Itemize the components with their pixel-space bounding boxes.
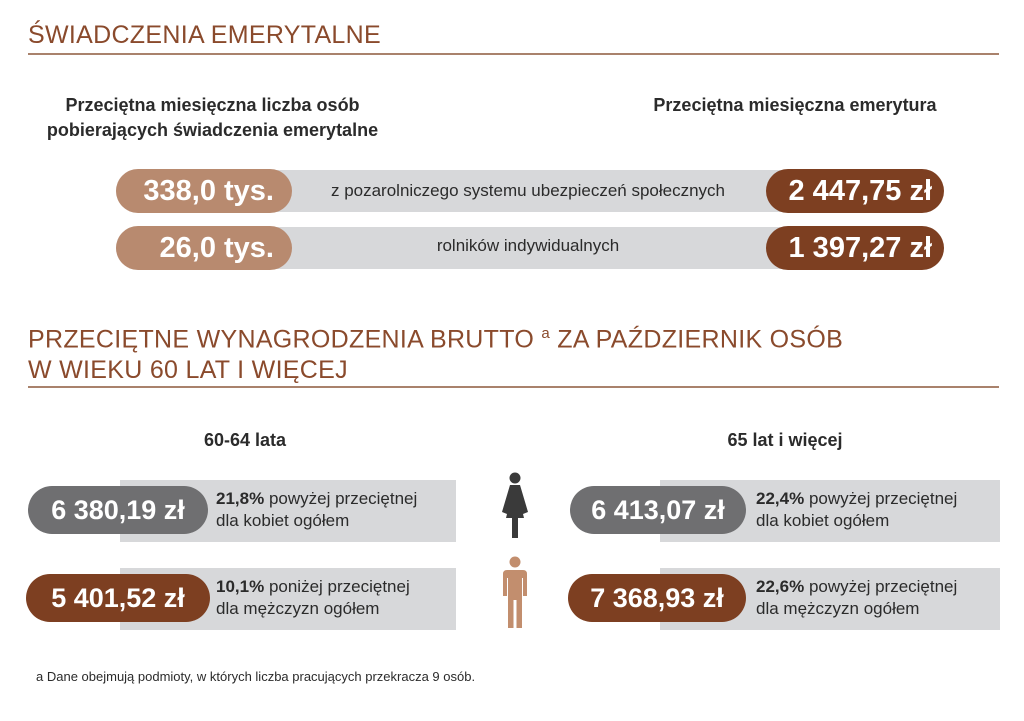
wage-women-65plus-value: 6 413,07 zł [570,486,746,534]
pension-row-farmers-count: 26,0 tys. [116,226,292,270]
pension-row-nonagri-label: z pozarolniczego systemu ubezpieczeń społecznych [330,181,726,200]
pensions-left-header [40,93,385,143]
wage-women-60-64-value: 6 380,19 zł [28,486,208,534]
wage-women-65plus-desc1: powyżej przeciętnej [808,489,958,508]
pension-row-nonagri-count: 338,0 tys. [116,169,292,213]
wage-women-65plus-desc2: dla kobiet ogółem [756,511,890,530]
wages-title-main: PRZECIĘTNE WYNAGRODZENIA BRUTTO [28,325,535,354]
wage-men-60-64-desc1: poniżej przeciętnej [268,577,410,596]
wage-men-65plus-desc1: powyżej przeciętnej [808,577,958,596]
pension-row-farmers-amount: 1 397,27 zł [766,226,944,270]
footnote: a Dane obejmują podmioty, w których liczba pracujących przekracza 9 osób. [36,669,476,684]
wage-men-65plus-pct: 22,6% [756,577,805,596]
wage-men-65plus-value: 7 368,93 zł [568,574,746,622]
wages-title-footnote-mark: a [541,325,551,342]
wage-men-60-64-value: 5 401,52 zł [26,574,210,622]
wage-men-65plus-desc2: dla mężczyzn ogółem [756,599,920,618]
wage-men-60-64-desc [216,576,410,620]
wages-title-line1 [28,318,843,355]
pensions-right-header: Przeciętna miesięczna emerytura [653,95,937,115]
pension-row-farmers-label: rolników indywidualnych [436,236,620,255]
pension-row-nonagri-amount: 2 447,75 zł [766,169,944,213]
wage-men-60-64-pct: 10,1% [216,577,265,596]
man-icon [502,556,528,630]
pensions-left-header-line2: pobierających świadczenia emerytalne [46,120,379,140]
group-65plus-label: 65 lat i więcej [727,430,843,450]
woman-icon [501,472,529,540]
wage-women-60-64-desc2: dla kobiet ogółem [216,511,350,530]
wage-women-60-64-desc [216,488,417,532]
wages-title-line2: W WIEKU 60 LAT I WIĘCEJ [28,356,348,385]
wage-women-60-64-pct: 21,8% [216,489,265,508]
wage-men-60-64-desc2: dla mężczyzn ogółem [216,599,380,618]
pensions-left-header-line1: Przeciętna miesięczna liczba osób [65,95,360,115]
wages-title-end: ZA PAŹDZIERNIK OSÓB [557,325,844,354]
wages-title [28,318,843,386]
wage-women-60-64-desc1: powyżej przeciętnej [268,489,418,508]
group-60-64-label: 60-64 lata [203,430,287,450]
wage-men-65plus-desc [756,576,957,620]
wage-women-65plus-pct: 22,4% [756,489,805,508]
wages-divider [28,386,999,388]
wage-women-65plus-desc [756,488,957,532]
pensions-title: ŚWIADCZENIA EMERYTALNE [28,21,381,49]
pensions-divider [28,53,999,55]
